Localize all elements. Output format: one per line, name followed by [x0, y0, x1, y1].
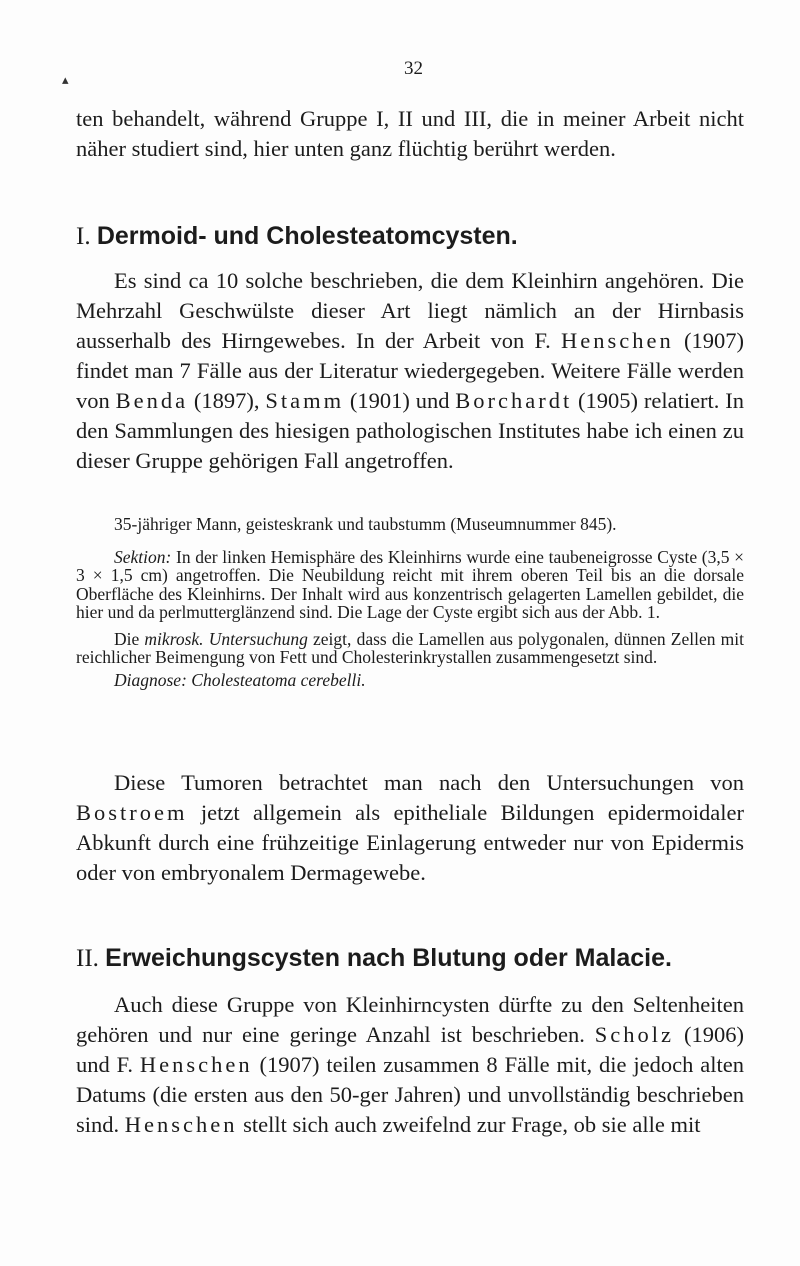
text-run: (1907) teilen zusammen 8 Fälle mit, die jedoch alten Datums (die ersten aus den 50-ger Jahren) und unvollständig beschrieben sind. — [76, 1052, 744, 1137]
case-diagnose: Diagnose: Cholesteatoma cerebelli. — [114, 669, 366, 690]
text-run: (1906) und F. — [76, 1022, 744, 1077]
section-1-heading — [76, 222, 756, 251]
mikro-label: mikrosk. Untersuchung — [144, 628, 308, 649]
margin-mark: ▴ — [62, 72, 69, 87]
mikro-pre: Die — [114, 628, 145, 649]
section-1-number: I. — [76, 223, 91, 250]
text-run: stellt sich auch zweifelnd zur Frage, ob sie alle mit — [237, 1112, 701, 1137]
section-1-paragraph-2 — [76, 768, 744, 888]
case-mikro — [76, 630, 744, 667]
text-run: Diese Tumoren betrachtet man nach den Untersuchungen von — [114, 770, 744, 795]
section-2-title: Erweichungscysten nach Blutung oder Malacie. — [105, 944, 672, 972]
case-report — [76, 515, 744, 689]
author-name: Henschen — [561, 328, 674, 353]
author-name: Benda — [115, 388, 189, 413]
text-run: (1905) relatiert. In den Sammlungen des hiesigen pathologischen Institutes habe ich einen zu dieser Gruppe gehörigen Fall angetroffen. — [76, 388, 744, 473]
text-run: Auch diese Gruppe von Kleinhirncysten dürfte zu den Seltenheiten gehören und nur eine geringe Anzahl ist beschrieben. — [76, 992, 744, 1047]
section-1-title: Dermoid- und Cholesteatomcysten. — [96, 222, 518, 250]
sektion-text: In der linken Hemisphäre des Kleinhirns wurde eine taubeneigrosse Cyste (3,5 × 3 × 1,5 cm) angetroffen. Die Neubildung reicht mit ihrem oberen Teil bis an die dorsale Oberfläche des Kleinhirns. Der Inhalt wird aus konzentrisch gelagerten Lamellen gebildet, die hier und da perlmutterglänzend sind. Die Lage der Cyste ergibt sich aus der Abb. 1. — [76, 546, 744, 622]
author-name: Henschen — [139, 1052, 253, 1077]
author-name: Scholz — [594, 1022, 675, 1047]
case-intro: 35-jähriger Mann, geisteskrank und taubstumm (Museumnummer 845). — [114, 514, 617, 534]
text-run: Es sind ca 10 solche beschrieben, die dem Kleinhirn angehören. Die Mehrzahl Geschwülste dieser Art liegt nämlich an der Hirnbasis ausserhalb des Hirngewebes. In der Arbeit von F. — [76, 268, 744, 353]
sektion-label: Sektion: — [114, 546, 172, 567]
mikro-text: zeigt, dass die Lamellen aus polygonalen, dünnen Zellen mit reichlicher Beimengung von Fett und Cholesterinkrystallen zusammengesetzt sind. — [76, 628, 744, 667]
section-2-number: II. — [76, 945, 99, 972]
text-run: jetzt allgemein als epitheliale Bildungen epidermoidaler Abkunft durch eine frühzeitige Einlagerung entweder nur von Epidermis oder von embryonalem Dermagewebe. — [76, 800, 744, 885]
section-2-paragraph-1 — [76, 990, 744, 1140]
author-name: Borchardt — [455, 388, 573, 413]
text-run: (1897), — [188, 388, 266, 413]
section-2-heading — [76, 944, 756, 973]
author-name: Bostroem — [76, 800, 188, 825]
author-name: Henschen — [124, 1112, 238, 1137]
section-1-paragraph-1 — [76, 266, 744, 476]
page-number: 32 — [404, 58, 423, 79]
intro-paragraph — [76, 104, 744, 164]
text-run: (1901) und — [344, 388, 456, 413]
case-sektion — [76, 548, 744, 622]
text-run: (1907) findet man 7 Fälle aus der Literatur wiedergegeben. Weitere Fälle werden von — [76, 328, 744, 413]
author-name: Stamm — [265, 388, 345, 413]
intro-text: ten behandelt, während Gruppe I, II und III, die in meiner Arbeit nicht näher studiert sind, hier unten ganz flüchtig berührt werden. — [76, 106, 744, 161]
